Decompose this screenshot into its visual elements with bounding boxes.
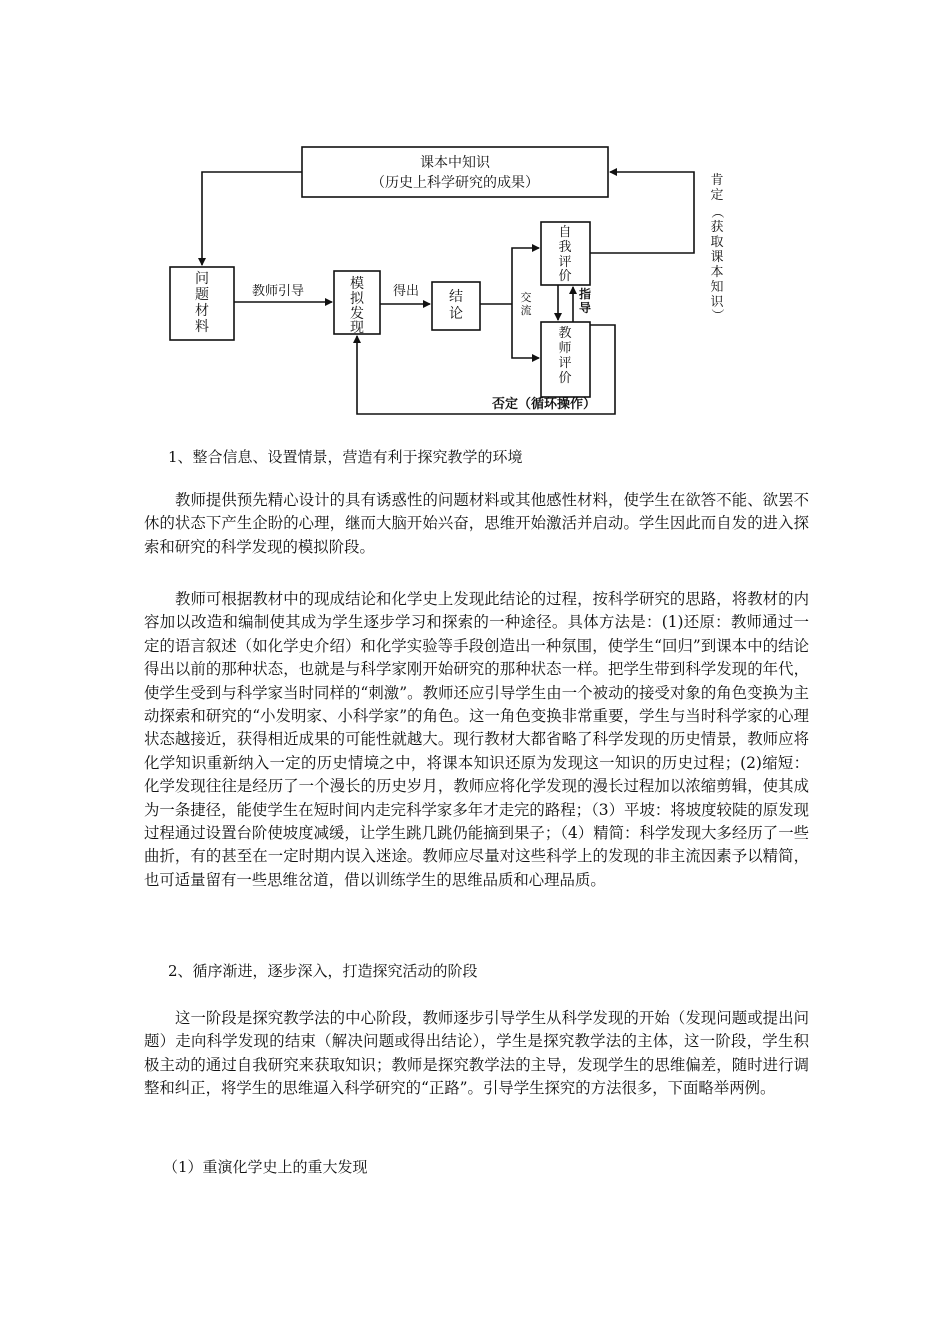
teacher-guide-label: 教师引导 (251, 284, 305, 299)
simulated-discovery-box (334, 271, 380, 336)
svg-text:（: （ (709, 205, 724, 219)
svg-text:）: ） (709, 308, 724, 322)
svg-text:教: 教 (558, 326, 572, 341)
problem-material-label (195, 271, 209, 335)
svg-text:肯: 肯 (710, 173, 724, 188)
textbook-knowledge-box (302, 147, 608, 197)
svg-text:发: 发 (350, 306, 364, 322)
textbook-knowledge-title: 课本中知识 (420, 155, 490, 171)
teacher-evaluation-label (558, 325, 571, 386)
negate-label: 否定（循环操作） (491, 397, 597, 412)
svg-text:流: 流 (520, 304, 532, 317)
section-heading-2: 2、循序渐进，逐步深入，打造探究活动的阶段 (168, 962, 478, 980)
svg-text:师: 师 (558, 341, 572, 356)
svg-text:模: 模 (350, 276, 364, 292)
svg-text:论: 论 (449, 306, 463, 322)
paragraph-3: 这一阶段是探究教学法的中心阶段，教师逐步引导学生从科学发现的开始（发现问题或提出问题）走向科学发现的结束（解决问题或得出结论），学生是探究教学法的主体，这一阶段，学生积极主动的通过自我研究来获取知识；教师是探究教学法的主导，发现学生的思维偏差，随时进行调整和纠正，将学生的思维逼入科学研究的“正路”。引导学生探究的方法很多，下面略举两例。 (144, 1009, 809, 1098)
simulated-discovery-label (350, 275, 365, 336)
svg-text:评: 评 (558, 255, 572, 270)
svg-text:材: 材 (195, 303, 209, 319)
svg-text:取: 取 (710, 235, 724, 250)
arrow-textbook-to-problem (202, 172, 302, 265)
svg-text:交: 交 (520, 291, 532, 304)
problem-material-box (170, 267, 234, 340)
teacher-evaluation-box (541, 322, 590, 397)
svg-text:定: 定 (710, 188, 724, 203)
svg-text:自: 自 (558, 225, 572, 240)
svg-text:价: 价 (558, 371, 572, 386)
self-evaluation-box (541, 222, 590, 285)
svg-text:结: 结 (449, 289, 463, 305)
paragraph-2: 教师可根据教材中的现成结论和化学史上发现此结论的过程，按科学研究的思路，将教材的内容加以改造和编制使其成为学生逐步学习和探索的一种途径。具体方法是：(1)还原：教师通过一定的语言叙述（如化学史介绍）和化学实验等手段创造出一种氛围，使学生“回归”到课本中的结论得出以前的那种状态，也就是与科学家刚开始研究的那种状态一样。把学生带到科学发现的年代，使学生受到与科学家当时同样的“刺激”。教师还应引导学生由一个被动的接受对象的角色变换为主动探索和研究的“小发明家、小科学家”的角色。这一角色变换非常重要，学生与当时科学家的心理状态越接近，获得相近成果的可能性就越大。现行教材大都省略了科学发现的历史情景，教师应将化学知识重新纳入一定的历史情境之中，将课本知识还原为发现这一知识的历史过程；(2)缩短：化学发现往往是经历了一个漫长的历史岁月，教师应将化学发现的漫长过程加以浓缩剪辑，使其成为一条捷径，能使学生在短时间内走完科学家多年才走完的路程；（3）平坡：将坡度较陡的原发现过程通过设置台阶使坡度减缓，让学生跳几跳仍能摘到果子；（4）精简：科学发现大多经历了一些曲折，有的甚至在一定时期内误入迷途。教师应尽量对这些科学上的发现的非主流因素予以精简，也可适量留有一些思维岔道，借以训练学生的思维品质和心理品质。 (144, 590, 809, 889)
derive-label: 得出 (392, 284, 420, 299)
self-evaluation-label (558, 225, 571, 284)
svg-text:现: 现 (350, 320, 364, 336)
svg-text:知: 知 (710, 280, 724, 295)
paragraph-1: 教师提供预先精心设计的具有诱惑性的问题材料或其他感性材料，使学生在欲答不能、欲罢不休的状态下产生企盼的心理，继而大脑开始兴奋，思维开始激活并启动。学生因此而自发的进入探索和研究的科学发现的模拟阶段。 (144, 491, 809, 556)
svg-text:获: 获 (710, 220, 724, 235)
section-heading-1: 1、整合信息、设置情景，营造有利于探究教学的环境 (168, 448, 523, 466)
conclusion-box (432, 282, 480, 330)
svg-text:评: 评 (558, 356, 572, 371)
svg-text:料: 料 (195, 319, 209, 335)
svg-text:指: 指 (578, 287, 592, 301)
svg-text:识: 识 (710, 295, 724, 310)
textbook-knowledge-subtitle: （历史上科学研究的成果） (371, 175, 539, 191)
section-heading-3: （1）重演化学史上的重大发现 (163, 1158, 368, 1176)
svg-text:我: 我 (558, 240, 572, 255)
svg-text:本: 本 (710, 265, 724, 280)
guidance-label (578, 286, 591, 315)
svg-text:价: 价 (558, 269, 572, 284)
svg-text:问: 问 (195, 271, 209, 287)
affirm-label (709, 172, 724, 322)
inquiry-teaching-flow-diagram (160, 138, 760, 428)
svg-text:课: 课 (710, 250, 724, 265)
exchange-label (521, 290, 532, 317)
svg-text:导: 导 (578, 301, 592, 315)
svg-text:题: 题 (195, 287, 209, 303)
svg-text:拟: 拟 (350, 291, 364, 307)
